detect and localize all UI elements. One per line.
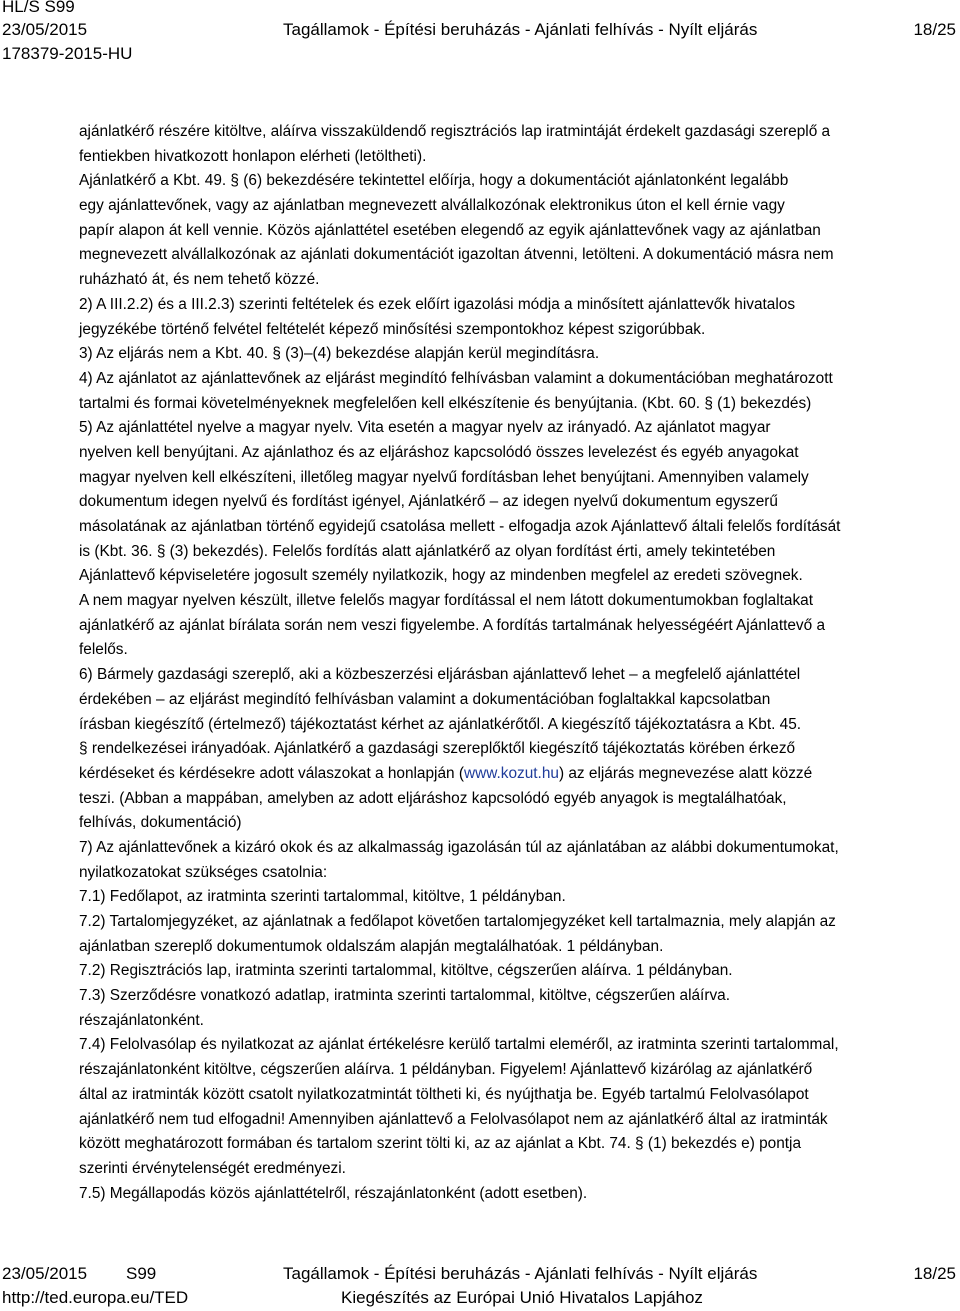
body-line: részajánlatonként kitöltve, cégszerűen aláírva. 1 példányban. Figyelem! Ajánlattevő kizárólag az ajánlatkérő	[79, 1061, 813, 1079]
body-line: 2) A III.2.2) és a III.2.3) szerinti feltételek és ezek előírt igazolási módja a minősített ajánlattevők hivatalos	[79, 295, 796, 313]
body-line: 7.1) Fedőlapot, az iratminta szerinti tartalommal, kitöltve, 1 példányban.	[79, 888, 566, 906]
body-line: ajánlatkérő nem tud elfogadni! Amennyiben ajánlattevő a Felolvasólapot nem az ajánlatkérő által az iratminták	[79, 1110, 828, 1128]
header-notice-number: 178379-2015-HU	[2, 44, 133, 63]
body-line: nyelven kell benyújtani. Az ajánlathoz és az eljáráshoz kapcsolódó összes levelezést és egyéb anyagokat	[79, 443, 799, 461]
footer-title: Tagállamok - Építési beruházás - Ajánlati felhívás - Nyílt eljárás	[283, 1264, 758, 1283]
footer-date: 23/05/2015	[2, 1264, 88, 1283]
page-header	[0, 0, 960, 72]
header-doc-id: HL/S S99	[2, 0, 75, 16]
body-line: felelős.	[79, 641, 128, 659]
body-line: magyar nyelven kell elkészíteni, illetőleg magyar nyelvű fordításban lehet benyújtani. Amennyiben valamely	[79, 468, 809, 486]
header-title: Tagállamok - Építési beruházás - Ajánlati felhívás - Nyílt eljárás	[283, 20, 758, 39]
body-line: nyilatkozatokat szükséges csatolnia:	[79, 863, 328, 881]
page-footer	[0, 1264, 960, 1311]
body-line: írásban kiegészítő (értelmező) tájékoztatást kérhet az ajánlatkérőtől. A kiegészítő tájékoztatásra a Kbt. 45.	[79, 715, 802, 733]
body-line: teszi. (Abban a mappában, amelyben az adott eljáráshoz kapcsolódó egyéb anyagok is megtalálhatóak,	[79, 789, 787, 807]
body-line: Ajánlattevő képviseletére jogosult személy nyilatkozik, hogy az mindenben megfelel az eredeti szövegnek.	[79, 567, 803, 585]
body-line: dokumentum idegen nyelvű és fordítást igényel, Ajánlatkérő – az idegen nyelvű dokumentum egyszerű	[79, 493, 778, 511]
body-line: 7.2) Regisztrációs lap, iratminta szerinti tartalommal, kitöltve, cégszerűen aláírva. 1 példányban.	[79, 962, 733, 980]
footer-publisher: Kiegészítés az Európai Unió Hivatalos Lapjához	[341, 1288, 703, 1307]
body-line: 7.2) Tartalomjegyzéket, az ajánlatnak a fedőlapot követően tartalomjegyzéket kell tartalmaznia, mely alapján az	[79, 913, 836, 930]
body-line-with-link	[79, 762, 959, 787]
body-line: részajánlatonként.	[79, 1011, 204, 1029]
body-line: A nem magyar nyelven készült, illetve felelős magyar fordítással el nem látott dokumentumokban foglaltakat	[79, 592, 813, 610]
body-line: papír alapon át kell vennie. Közös ajánlattétel esetében elegendő az egyik ajánlattevőnek vagy az ajánlatban	[79, 221, 821, 239]
body-line: ajánlatkérő az ajánlat bírálata során nem veszi figyelembe. A fordítás tartalmának helyességéért Ajánlattevő a	[79, 616, 826, 634]
body-line: § rendelkezései irányadóak. Ajánlatkérő a gazdasági szereplőktől kiegészítő tájékoztatás körében érkező	[79, 740, 796, 758]
footer-page-number: 18/25	[913, 1264, 956, 1283]
body-line: 7.4) Felolvasólap és nyilatkozat az ajánlat értékelésre kerülő tartalmi eleméről, az iratminta szerinti tartalommal,	[79, 1036, 839, 1054]
body-line: Ajánlatkérő a Kbt. 49. § (6) bekezdésére tekintettel előírja, hogy a dokumentációt ajánlatonként legalább	[79, 172, 789, 190]
header-date: 23/05/2015	[2, 20, 88, 39]
body-line: felhívás, dokumentáció)	[79, 814, 242, 832]
body-line: ajánlatban szereplő dokumentumok oldalszám alapján megtalálhatóak. 1 példányban.	[79, 937, 664, 955]
body-line: 5) Az ajánlattétel nyelve a magyar nyelv. Vita esetén a magyar nyelv az irányadó. Az ajánlatot magyar	[79, 419, 771, 437]
link-line-before: kérdéseket és kérdésekre adott válaszokat a honlapján (	[79, 764, 464, 782]
body-line: egy ajánlattevőnek, vagy az ajánlatban megnevezett alvállalkozónak elektronikus úton el kell érnie vagy	[79, 197, 785, 215]
kozut-link[interactable]: www.kozut.hu	[464, 764, 559, 782]
body-line: ajánlatkérő részére kitöltve, aláírva visszaküldendő regisztrációs lap iratmintáját érdekelt gazdasági szereplő a	[79, 123, 831, 140]
body-line: 7.3) Szerződésre vonatkozó adatlap, iratminta szerinti tartalommal, kitöltve, cégszerűen aláírva.	[79, 987, 730, 1005]
body-line: 6) Bármely gazdasági szereplő, aki a közbeszerzési eljárásban ajánlattevő lehet – a megfelelő ajánlattétel	[79, 666, 801, 684]
body-line: másolatának az ajánlatban történő egyidejű csatolása mellett - elfogadja azok Ajánlattevő általi felelős fordítását	[79, 518, 841, 535]
body-line: érdekében – az eljárást megindító felhívásban valamint a dokumentációban foglaltakkal kapcsolatban	[79, 690, 771, 708]
footer-url[interactable]: http://ted.europa.eu/TED	[2, 1288, 189, 1307]
body-line: megnevezett alvállalkozónak az ajánlati dokumentációt igazoltan átvenni, letölteni. A dokumentáció másra nem	[79, 246, 834, 264]
body-lines-first	[79, 120, 959, 762]
body-line: is (Kbt. 36. § (3) bekezdés). Felelős fordítás alatt ajánlatkérő az olyan fordítást érti, amely tekintetében	[79, 542, 776, 560]
body-line: által az iratminták között csatolt nyilatkozatmintát töltheti ki, és nyújthatja be. Egyéb tartalmú Felolvasólapot	[79, 1085, 809, 1103]
body-line: tartalmi és formai követelményeknek megfelelően kell elkészítenie és benyújtania. (Kbt. 60. § (1) bekezdés)	[79, 394, 812, 412]
body-line: 3) Az eljárás nem a Kbt. 40. § (3)–(4) bekezdése alapján kerül megindításra.	[79, 345, 600, 363]
link-line-after: ) az eljárás megnevezése alatt közzé	[558, 764, 813, 782]
body-line: szerinti érvénytelenségét eredményezi.	[79, 1159, 346, 1177]
body-line: 7) Az ajánlattevőnek a kizáró okok és az alkalmasság igazolásán túl az ajánlatában az alábbi dokumentumokat,	[79, 838, 839, 856]
body-line: 4) Az ajánlatot az ajánlattevőnek az eljárást megindító felhívásban valamint a dokumentációban meghatározott	[79, 369, 833, 387]
header-page-number: 18/25	[913, 20, 956, 39]
body-line: jegyzékébe történő felvétel feltételét képező minősítési szempontokhoz képest szigorúbbak.	[79, 320, 706, 338]
body-line: között meghatározott formában és tartalom szerint tölti ki, az az ajánlat a Kbt. 74. § (1) bekezdés e) pontja	[79, 1135, 802, 1153]
body-line: ruházható át, és nem tehető közzé.	[79, 271, 320, 289]
body-lines-second	[79, 787, 959, 1207]
footer-code: S99	[126, 1264, 157, 1283]
body-line: fentiekben hivatkozott honlapon elérheti (letöltheti).	[79, 147, 427, 165]
body-line: 7.5) Megállapodás közös ajánlattételről, részajánlatonként (adott esetben).	[79, 1184, 588, 1202]
document-body	[79, 120, 959, 1206]
